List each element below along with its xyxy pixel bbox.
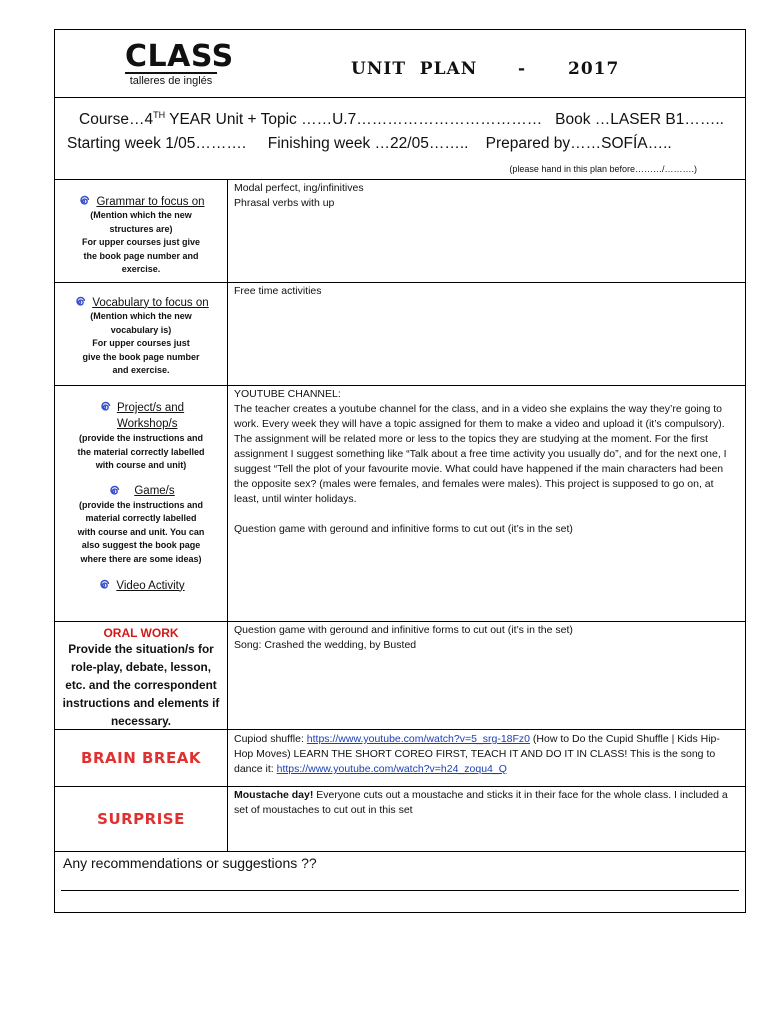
recommendations-prompt: Any recommendations or suggestions ?? (63, 855, 317, 871)
project-heading-line: Workshop/s (116, 418, 178, 430)
desc-line: and exercise. (112, 365, 170, 375)
grammar-heading-text: Grammar to focus on (96, 195, 205, 208)
recommendations-section (55, 852, 745, 914)
grammar-label-cell (55, 180, 228, 282)
desc-line: the material correctly labelled (77, 446, 205, 457)
brain-break-content (228, 730, 745, 786)
game-description: Question game with geround and infinitive forms to cut out (it’s in the set) (234, 523, 573, 535)
oral-work-instructions (55, 640, 227, 730)
surprise-lead: Moustache day! (234, 789, 314, 801)
game-heading-text: Game/s (134, 485, 175, 497)
desc-line: (provide the instructions and (78, 499, 203, 510)
project-label-cell (55, 386, 228, 621)
surprise-body: Everyone cuts out a moustache and sticks it in their face for the whole class. I included a set of moustaches to cut out in this set (234, 789, 728, 816)
desc-line: role-play, debate, lesson, (70, 660, 212, 674)
project-description: The teacher creates a youtube channel for the class, and in a video she explains the way they’re going to work. Every week they will have a topic assigned for them to make a video and upload it (it’s compulsory). The assignment will be related more or less to the topics they are studying at the moment. For the first assignment I suggest something like “Talk about a free time activity you usually do”, and for the next one, I suggest “Tell the plot of your favourite movie. What could have happened if the main characters had been the opposite sex? (males were females, and females were males). This project is supposed to go on, at least, until winter holidays. (234, 403, 727, 505)
desc-line: give the book page number (82, 351, 200, 362)
desc-line: (provide the instructions and (78, 433, 203, 443)
desc-line: (Mention which the new (90, 311, 192, 321)
vocabulary-label-cell (55, 283, 228, 385)
plan-title: UNIT PLAN (351, 59, 478, 79)
desc-line: where there are some ideas) (80, 553, 202, 564)
surprise-content (228, 787, 745, 851)
surprise-text (234, 788, 739, 818)
project-title: YOUTUBE CHANNEL: (234, 388, 341, 400)
desc-line: etc. and the correspondent (65, 678, 217, 692)
desc-line: necessary. (110, 714, 172, 728)
grammar-instructions (55, 209, 227, 277)
vocabulary-heading-text: Vocabulary to focus on (92, 296, 209, 309)
plan-year: 2017 (568, 59, 620, 79)
brain-break-text-part: Cupiod shuffle: (234, 733, 307, 745)
logo-subtitle: talleres de inglés (125, 72, 217, 87)
project-content (228, 386, 745, 621)
desc-line: For upper courses just give (81, 237, 201, 247)
course-superscript: TH (153, 110, 166, 120)
grammar-content (228, 180, 745, 282)
desc-line: material correctly labelled (85, 513, 197, 523)
desc-line: also suggest the book page (81, 540, 201, 550)
video-activity-heading (55, 579, 227, 592)
spiral-bullet-icon (107, 485, 120, 498)
course-details: YEAR Unit + Topic ……U.7……………………………… Book …LASER B1…….. (165, 111, 724, 129)
brain-break-label: BRAIN BREAK (81, 749, 201, 767)
desc-line: with course and unit. You can (77, 526, 205, 537)
surprise-row (55, 787, 745, 852)
desc-line: exercise. (121, 264, 161, 274)
grammar-item: Modal perfect, ing/infinitives (234, 182, 364, 194)
brain-break-label-cell (55, 730, 228, 786)
project-heading-line: Project/s and (116, 402, 185, 414)
desc-line: with course and unit) (95, 460, 187, 470)
surprise-label-cell (55, 787, 228, 851)
video-activity-text: Video Activity (116, 579, 185, 592)
class-logo (125, 39, 234, 87)
spiral-bullet-icon (97, 579, 110, 592)
plan-title-dash: - (518, 59, 526, 79)
plan-header (55, 30, 745, 98)
grammar-item: Phrasal verbs with up (234, 197, 335, 209)
desc-line: For upper courses just (92, 338, 190, 348)
course-line (79, 110, 724, 129)
logo-word: CLASS (125, 39, 234, 74)
vocabulary-instructions (55, 310, 227, 378)
project-heading (55, 400, 227, 432)
brain-break-text-part: (How to Do the Cupid Shuffle | Kids Hip-Hop Moves) LEARN THE SHORT COREO FIRST, TEACH IT AND DO IT IN CLASS! This is the song to dance it: (234, 733, 720, 775)
vocabulary-heading (55, 296, 227, 309)
desc-line: the book page number and (83, 250, 199, 261)
grammar-row (55, 180, 745, 283)
brain-break-text (234, 732, 739, 777)
vocabulary-row (55, 283, 745, 386)
spacer (234, 507, 739, 522)
spiral-bullet-icon (98, 401, 111, 414)
project-row (55, 386, 745, 622)
spiral-bullet-icon (73, 296, 86, 309)
course-info (55, 98, 745, 180)
vocabulary-item: Free time activities (234, 285, 322, 297)
desc-line: Provide the situation/s for (68, 642, 214, 656)
project-instructions (55, 432, 227, 473)
week-line: Starting week 1/05………. Finishing week …22/05…….. Prepared by……SOFÍA….. (67, 135, 672, 152)
desc-line: instructions and elements if (62, 696, 220, 710)
course-prefix: Course…4 (79, 111, 154, 129)
spiral-bullet-icon (77, 195, 90, 208)
desc-line: (Mention which the new (90, 210, 192, 220)
unit-plan-sheet (54, 29, 746, 913)
song-link[interactable]: https://www.youtube.com/watch?v=h24_zoqu4_Q (276, 763, 507, 775)
project-heading-text (117, 400, 184, 432)
oral-work-label-cell (55, 622, 228, 729)
hand-in-note: (please hand in this plan before………/……….) (509, 164, 697, 174)
cupid-shuffle-link[interactable]: https://www.youtube.com/watch?v=5_srg-18Fz0 (306, 733, 531, 745)
oral-work-title: ORAL WORK (103, 626, 179, 640)
writing-line[interactable] (61, 890, 739, 891)
oral-work-content (228, 622, 745, 729)
game-heading (55, 485, 227, 498)
desc-line: structures are) (109, 223, 173, 234)
surprise-label: SURPRISE (97, 810, 185, 828)
game-instructions (55, 499, 227, 567)
vocabulary-content (228, 283, 745, 385)
oral-item: Song: Crashed the wedding, by Busted (234, 639, 417, 651)
brain-break-row (55, 730, 745, 787)
desc-line: vocabulary is) (110, 324, 172, 335)
oral-item: Question game with geround and infinitive forms to cut out (it’s in the set) (234, 624, 573, 636)
grammar-heading (55, 195, 227, 208)
oral-work-row (55, 622, 745, 730)
